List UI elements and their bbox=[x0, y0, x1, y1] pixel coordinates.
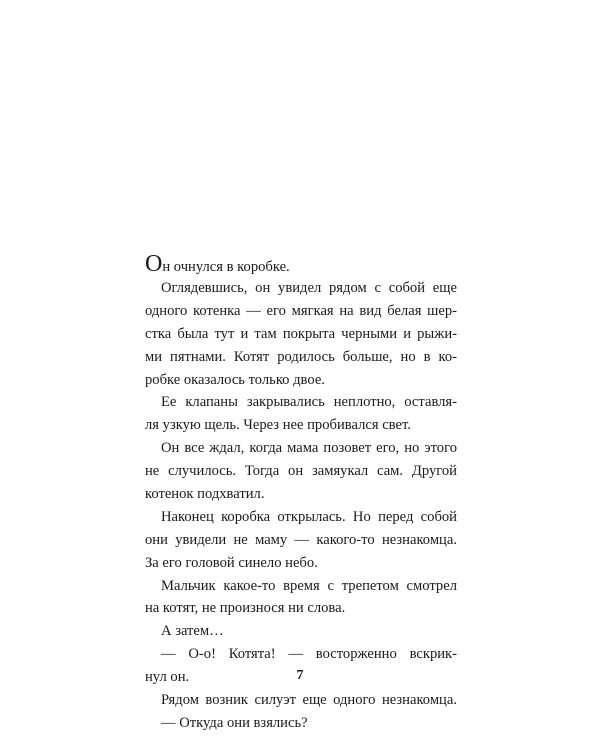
text-line: на котят, не произнося ни слова. bbox=[145, 600, 346, 617]
text-line: ля узкую щель. Через нее пробивался свет. bbox=[145, 417, 411, 434]
text-line: Ее клапаны закрывались неплотно, оставля- bbox=[161, 394, 457, 411]
text-line: За его головой синело небо. bbox=[145, 554, 318, 571]
text-line: — О-о! Котята! — восторженно вскрик- bbox=[161, 646, 457, 663]
text-line: нул он. bbox=[145, 669, 190, 686]
text-line: Он все ждал, когда мама позовет его, но этого bbox=[161, 440, 457, 457]
text-line: — Откуда они взялись? bbox=[161, 714, 308, 731]
text-line: Мальчик какое-то время с трепетом смотрел bbox=[161, 577, 457, 594]
text-line: Рядом возник силуэт еще одного незнакомца. bbox=[161, 692, 457, 709]
text-line: робке оказалось только двое. bbox=[145, 371, 325, 388]
text-line: одного котенка — его мягкая на вид белая шер- bbox=[145, 302, 457, 319]
text-line: Наконец коробка открылась. Но перед собой bbox=[161, 508, 457, 525]
text-line: Оглядевшись, он увидел рядом с собой еще bbox=[161, 280, 457, 296]
drop-cap-letter: О bbox=[145, 251, 163, 277]
body-text bbox=[145, 252, 457, 735]
text-line: ми пятнами. Котят родилось больше, но в ко- bbox=[145, 348, 457, 365]
first-line bbox=[145, 252, 457, 277]
text-line: стка была тут и там покрыта черными и рыжи- bbox=[145, 325, 457, 342]
page-number: 7 bbox=[296, 668, 304, 683]
text-line: они увидели не маму — какого-то незнакомца. bbox=[145, 531, 457, 548]
text-line: не случилось. Тогда он замяукал сам. Другой bbox=[145, 463, 457, 480]
first-line-text: н очнулся в коробке. bbox=[162, 259, 290, 275]
text-line: котенок подхватил. bbox=[145, 486, 265, 503]
text-line: А затем… bbox=[161, 623, 224, 640]
